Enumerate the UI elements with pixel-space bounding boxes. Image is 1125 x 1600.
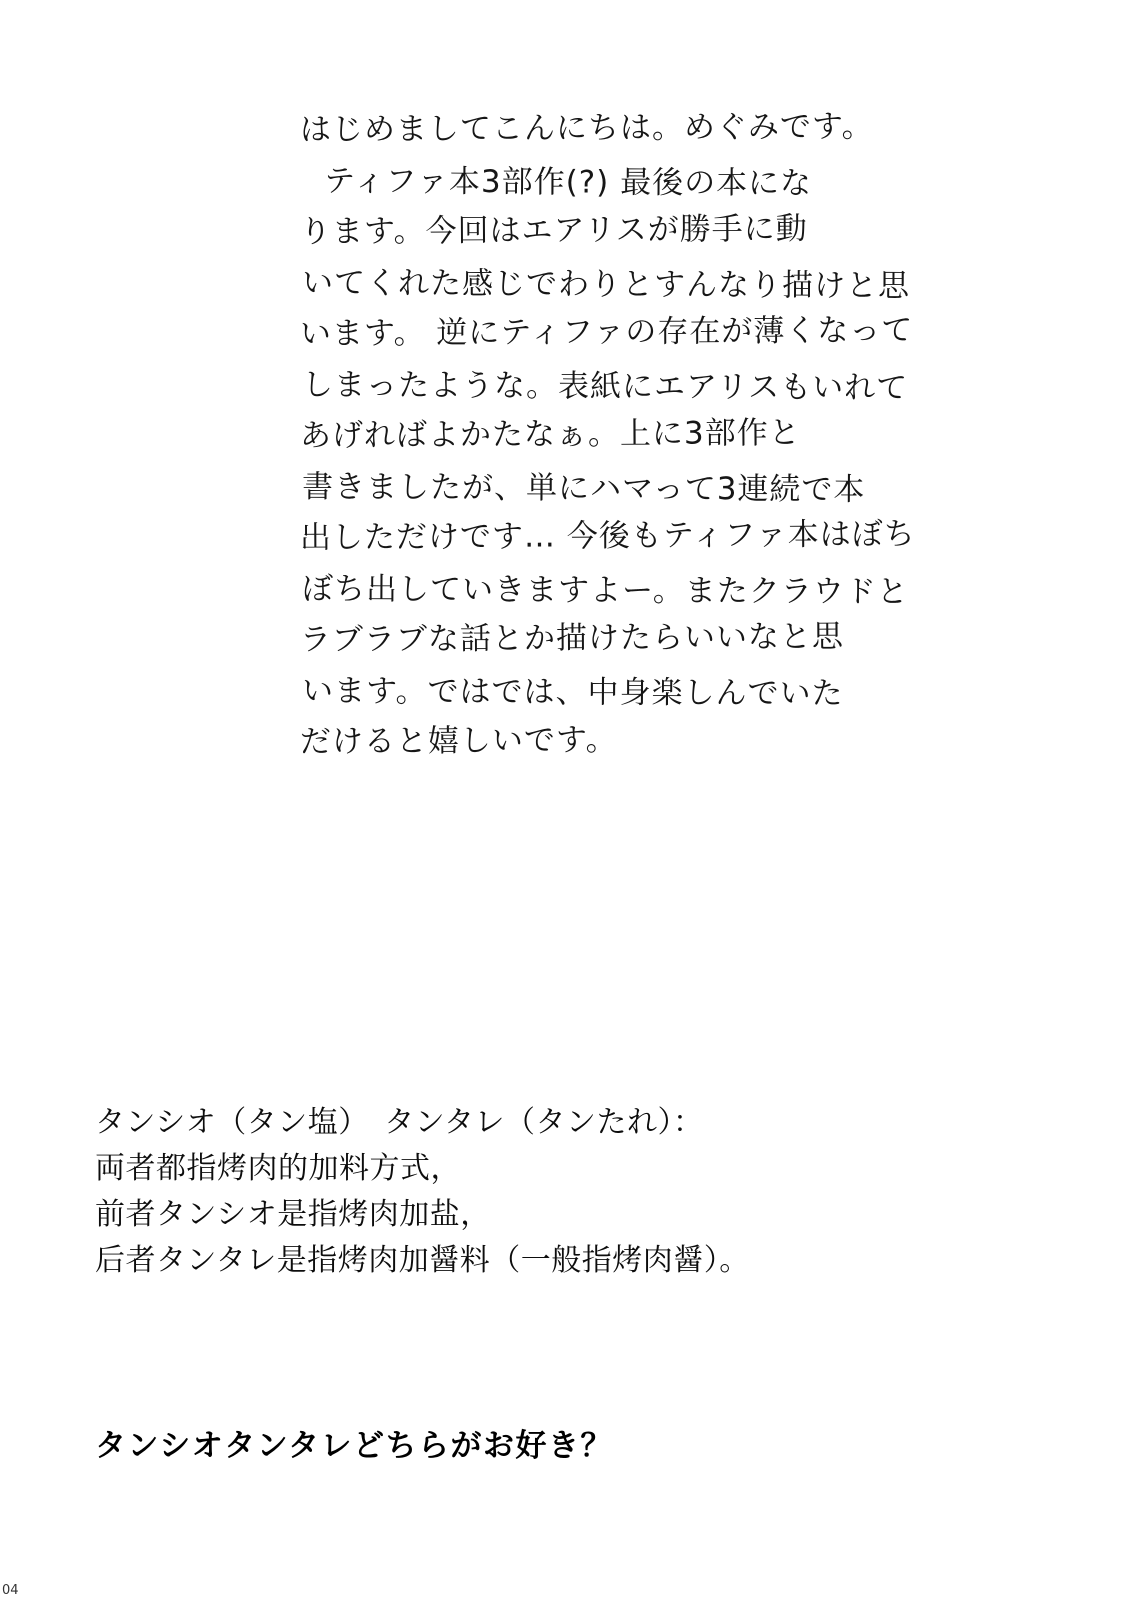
translation-note-line: 両者都指烤肉的加料方式，	[95, 1151, 461, 1186]
handwritten-line: あげればよかたなぁ。上に3部作と	[299, 414, 801, 454]
handwritten-line: はじめましてこんにちは。めぐみです。	[299, 108, 874, 148]
handwritten-line: しまったような。表紙にエアリスもいれて	[301, 367, 909, 407]
translation-note-line: 前者タンシオ是指烤肉加盐，	[95, 1197, 491, 1232]
handwritten-line: います。ではでは、中身楽しんでいた	[301, 673, 844, 712]
translation-note-line: 后者タンタレ是指烤肉加醤料（一般指烤肉醤）。	[95, 1243, 750, 1278]
handwritten-line: 書きましたが、単にハマって3連続で本	[301, 469, 866, 508]
handwritten-line: ティファ本3部作(?) 最後の本にな	[323, 163, 813, 202]
translation-note-block	[95, 1100, 1035, 1284]
afterword-handwritten-block	[300, 105, 980, 768]
handwritten-line: ぼち出していきますよー。またクラウドと	[301, 571, 909, 611]
handwritten-line: ラブラブな話とか描けたらいいなと思	[299, 618, 845, 658]
handwritten-line: いてくれた感じでわりとすんなり描けと思	[301, 265, 911, 305]
handwritten-line: います。 逆にティファの存在が薄くなって	[299, 312, 914, 352]
page-number: 04	[2, 1583, 19, 1598]
section-title: タンシオタンタレどちらがお好き？	[95, 1428, 613, 1464]
handwritten-line: だけると嬉しいです。	[299, 722, 618, 760]
handwritten-line: 出しただけです… 今後もティファ本はぼち	[299, 516, 916, 556]
handwritten-line: ります。今回はエアリスが勝手に動	[299, 210, 808, 250]
translation-note-line: タンシオ（タン塩） タンタレ（タンたれ）：	[95, 1105, 704, 1140]
